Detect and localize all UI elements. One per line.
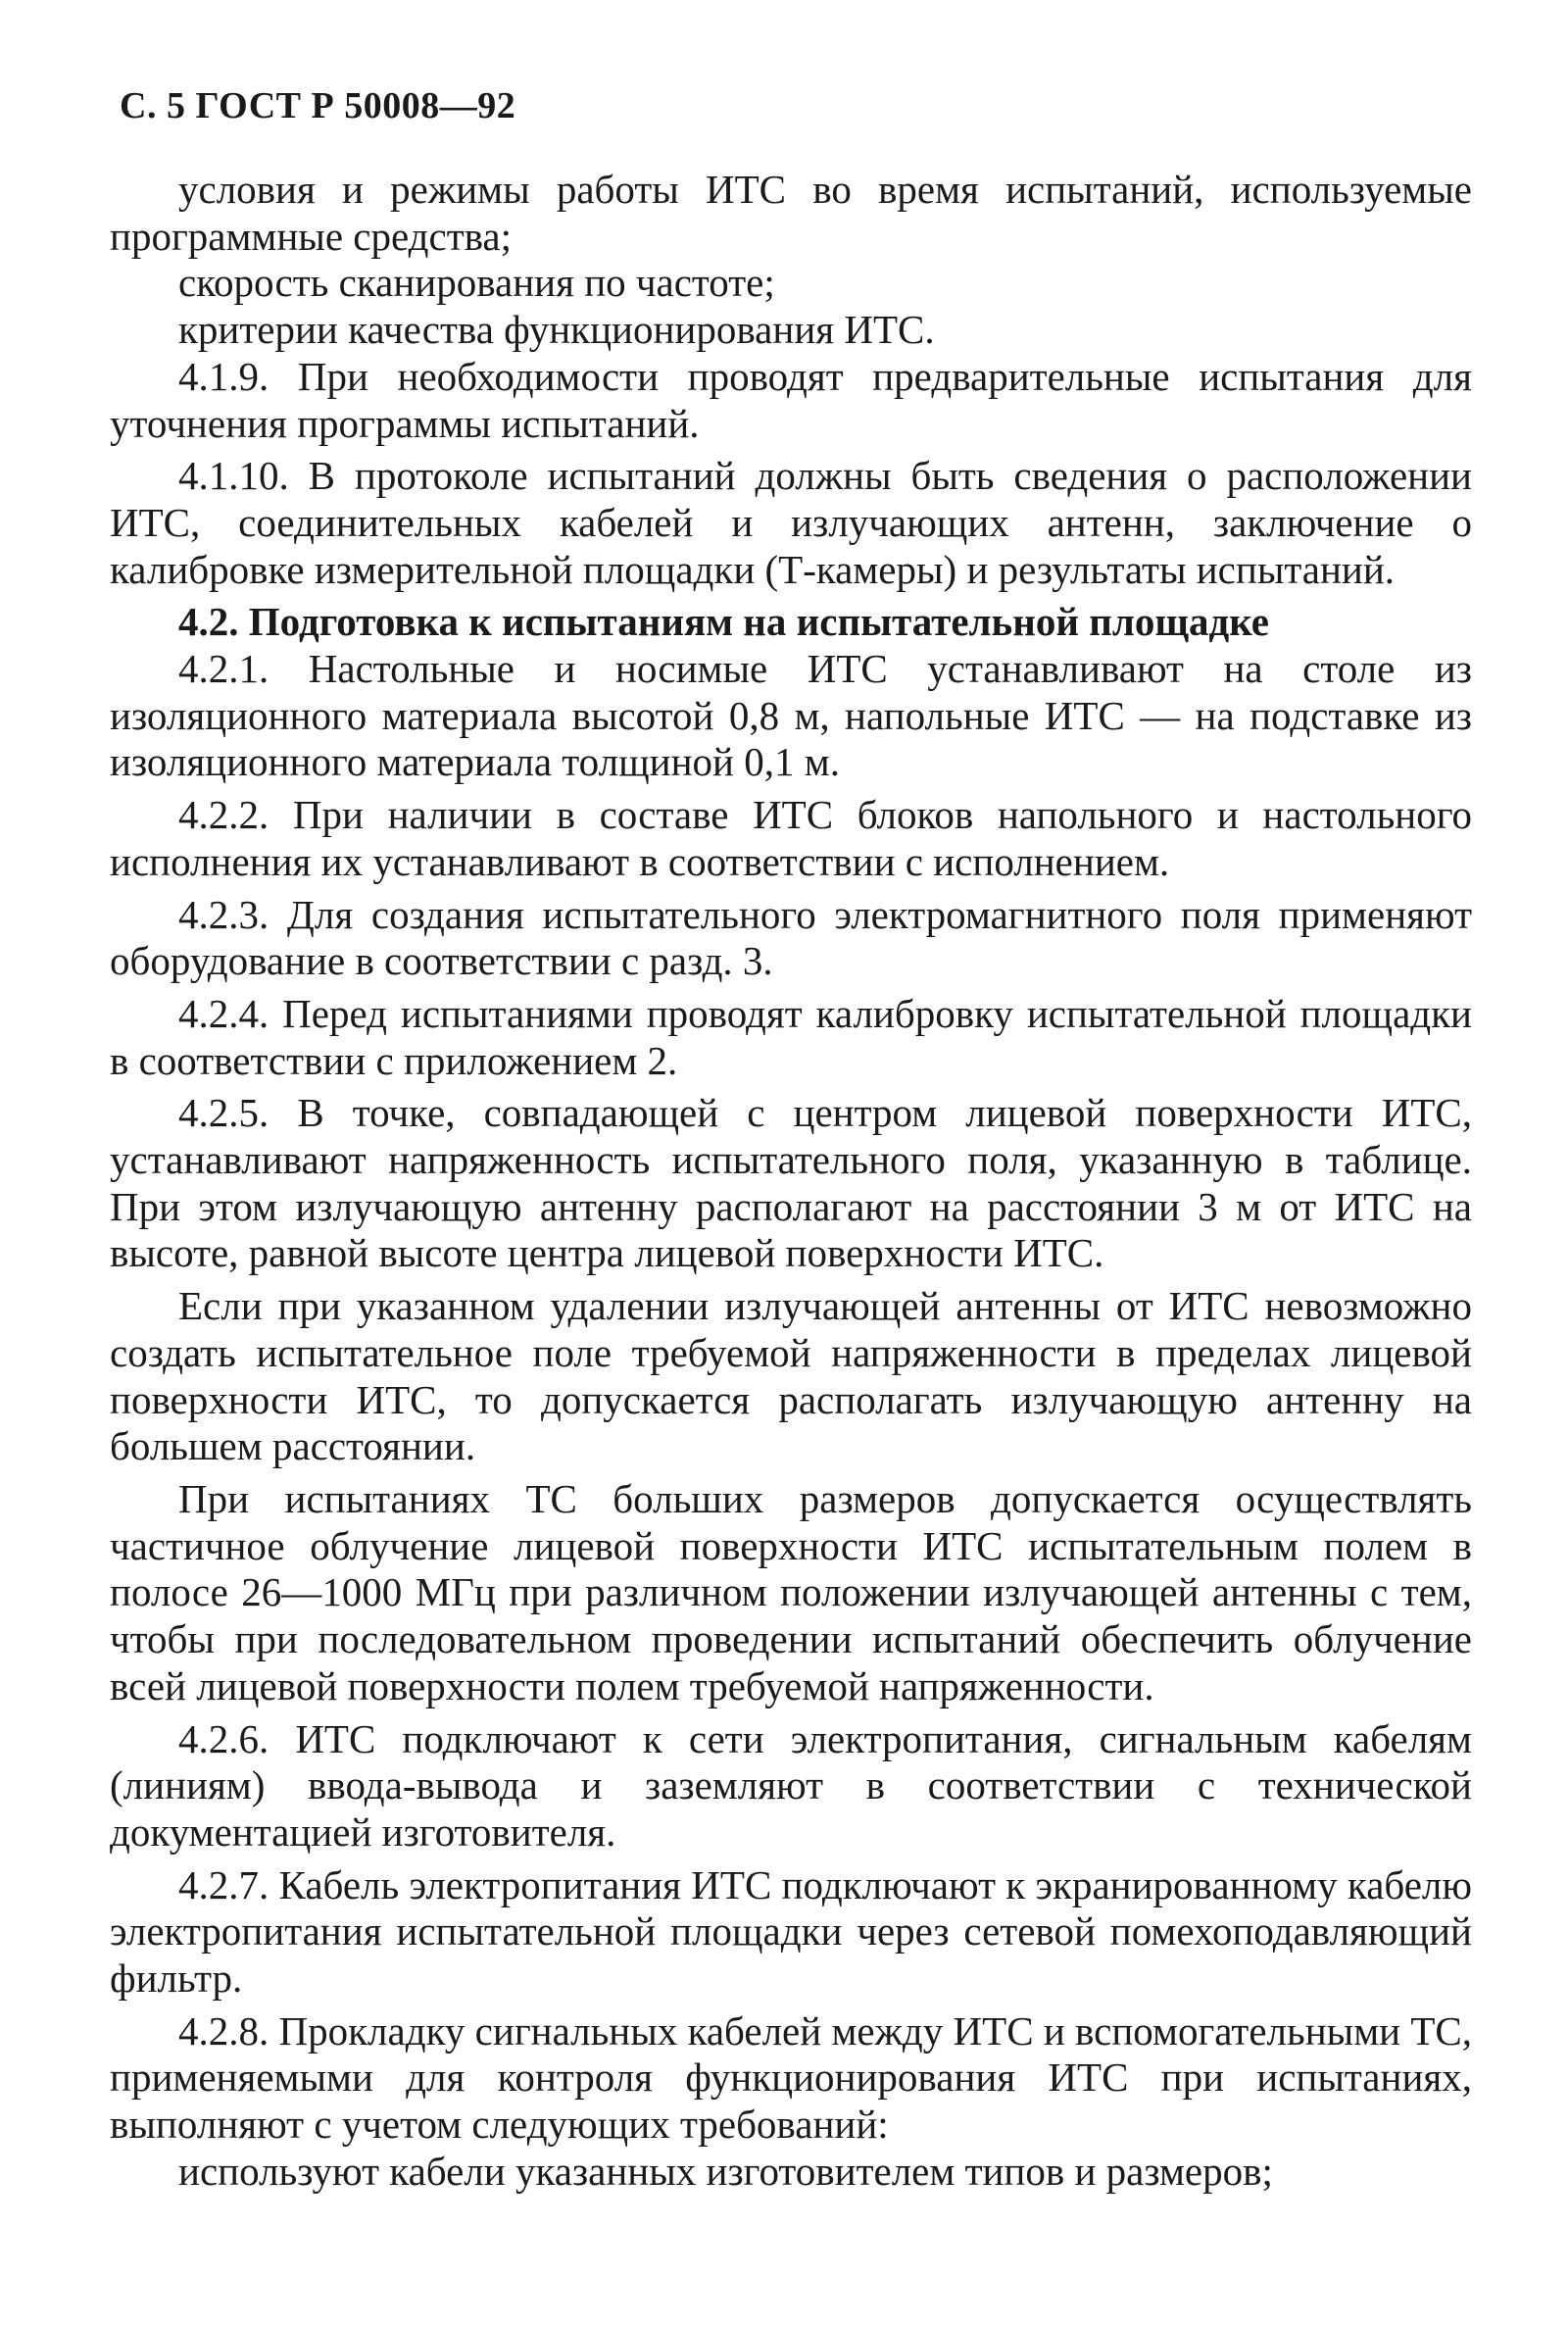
paragraph: Если при указанном удалении излучающей антенны от ИТС невозможно создать испытательное поле требуемой напряженности в пределах лицевой поверхности ИТС, то допускается располагать излучающую антенну на большем расстоянии. xyxy=(110,1283,1472,1469)
paragraph: 4.1.10. В протоколе испытаний должны быть сведения о расположении ИТС, соединительных кабелей и излучающих антенн, заключение о калибровке измерительной площадки (Т-камеры) и результаты испытаний. xyxy=(110,453,1472,592)
paragraph: 4.2.2. При наличии в составе ИТС блоков напольного и настольного исполнения их устанавливают в соответствии с исполнением. xyxy=(110,792,1472,884)
paragraph: 4.2.4. Перед испытаниями проводят калибровку испытательной площадки в соответствии с приложением 2. xyxy=(110,990,1472,1083)
paragraph: критерии качества функционирования ИТС. xyxy=(178,307,935,353)
paragraph: При испытаниях ТС больших размеров допускается осуществлять частичное облучение лицевой поверхности ИТС испытательным полем в полосе 26—1000 МГц при различном положении излучающей антенны с тем, чтобы при последовательном проведении испытаний обеспечить облучение всей лицевой поверхности полем требуемой напряженности. xyxy=(110,1475,1472,1708)
section-heading: 4.2. Подготовка к испытаниям на испытательной площадке xyxy=(178,599,1270,645)
paragraph: условия и режимы работы ИТС во время испытаний, используемые программные средства; xyxy=(110,167,1472,259)
paragraph: 4.2.3. Для создания испытательного электромагнитного поля применяют оборудование в соответствии с разд. 3. xyxy=(110,891,1472,984)
page-header: С. 5 ГОСТ Р 50008—92 xyxy=(120,85,516,126)
paragraph: 4.2.5. В точке, совпадающей с центром лицевой поверхности ИТС, устанавливают напряженность испытательного поля, указанную в таблице. При этом излучающую антенну располагают на расстоянии 3 м от ИТС на высоте, равной высоте центра лицевой поверхности ИТС. xyxy=(110,1090,1472,1276)
document-body xyxy=(110,167,1472,2196)
paragraph: 4.2.1. Настольные и носимые ИТС устанавливают на столе из изоляционного материала высотой 0,8 м, напольные ИТС — на подставке из изоляционного материала толщиной 0,1 м. xyxy=(110,646,1472,785)
paragraph: используют кабели указанных изготовителем типов и размеров; xyxy=(178,2148,1273,2194)
paragraph: 4.2.6. ИТС подключают к сети электропитания, сигнальным кабелям (линиям) ввода-вывода и заземляют в соответствии с технической документацией изготовителя. xyxy=(110,1715,1472,1855)
paragraph: 4.2.7. Кабель электропитания ИТС подключают к экранированному кабелю электропитания испытательной площадки через сетевой помехоподавляющий фильтр. xyxy=(110,1861,1472,2002)
paragraph: 4.1.9. При необходимости проводят предварительные испытания для уточнения программы испытаний. xyxy=(110,353,1472,446)
paragraph: скорость сканирования по частоте; xyxy=(178,260,775,306)
paragraph: 4.2.8. Прокладку сигнальных кабелей между ИТС и вспомогательными ТС, применяемыми для контроля функционирования ИТС при испытаниях, выполняют с учетом следующих требований: xyxy=(110,2007,1472,2148)
